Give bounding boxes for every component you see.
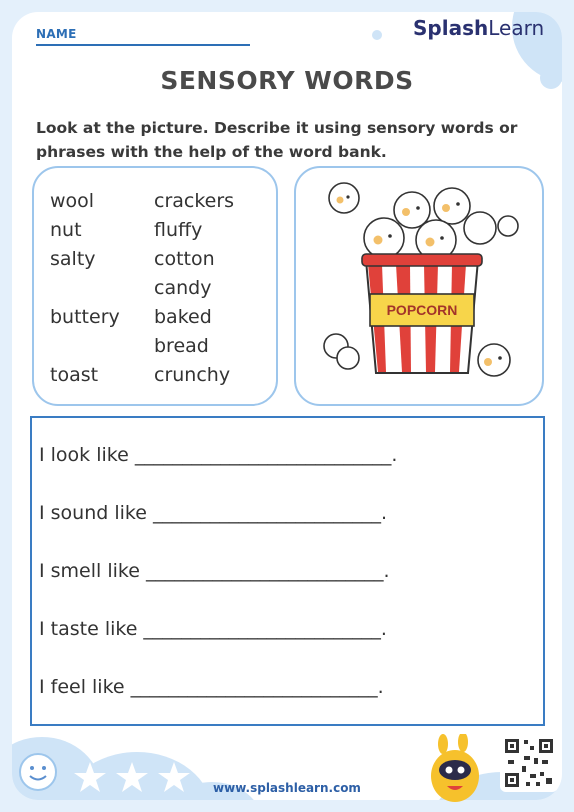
sentence-look[interactable]: I look like ___________________________.	[39, 444, 398, 466]
word-bank-column-1	[50, 187, 120, 390]
word-bank-item: baked	[154, 306, 212, 328]
word-bank-item: candy	[154, 277, 212, 299]
word-bank-item: bread	[154, 335, 209, 357]
word-bank-item: toast	[50, 364, 99, 386]
sentence-taste[interactable]: I taste like _________________________.	[39, 618, 387, 640]
bucket-label: POPCORN	[386, 302, 458, 318]
picture-box	[294, 166, 544, 406]
word-bank-item: cotton	[154, 248, 215, 270]
page-title: SENSORY WORDS	[160, 66, 414, 95]
writing-lines-box	[30, 416, 545, 726]
qr-code-icon	[500, 734, 558, 792]
word-bank-item: buttery	[50, 306, 120, 328]
brand-rest: Learn	[488, 16, 545, 40]
footer-url[interactable]: www.splashlearn.com	[213, 781, 361, 795]
word-bank-item: crunchy	[154, 364, 231, 386]
word-bank-item: nut	[50, 219, 82, 241]
brand-bold: Splash	[413, 16, 489, 40]
sentence-sound[interactable]: I sound like ________________________.	[39, 502, 388, 524]
qr-code[interactable]	[500, 734, 558, 792]
word-bank-item	[50, 332, 120, 361]
word-bank-item	[50, 274, 120, 303]
decor-bubble	[372, 30, 382, 40]
word-bank-item: wool	[50, 190, 95, 212]
brand-logo	[413, 16, 544, 40]
word-bank-item: salty	[50, 248, 96, 270]
mascot-icon	[425, 734, 495, 804]
name-label: NAME	[36, 27, 77, 41]
instructions-text: Look at the picture. Describe it using sensory words or phrases with the help of the word bank.	[36, 119, 518, 161]
word-bank-item: fluffy	[154, 219, 203, 241]
popcorn-bucket-illustration	[296, 168, 546, 408]
sentence-smell[interactable]: I smell like _________________________.	[39, 560, 390, 582]
word-bank	[32, 166, 278, 406]
name-line[interactable]	[36, 44, 250, 46]
sentence-feel[interactable]: I feel like __________________________.	[39, 676, 384, 698]
word-bank-column-2	[154, 187, 234, 390]
word-bank-item: crackers	[154, 190, 235, 212]
